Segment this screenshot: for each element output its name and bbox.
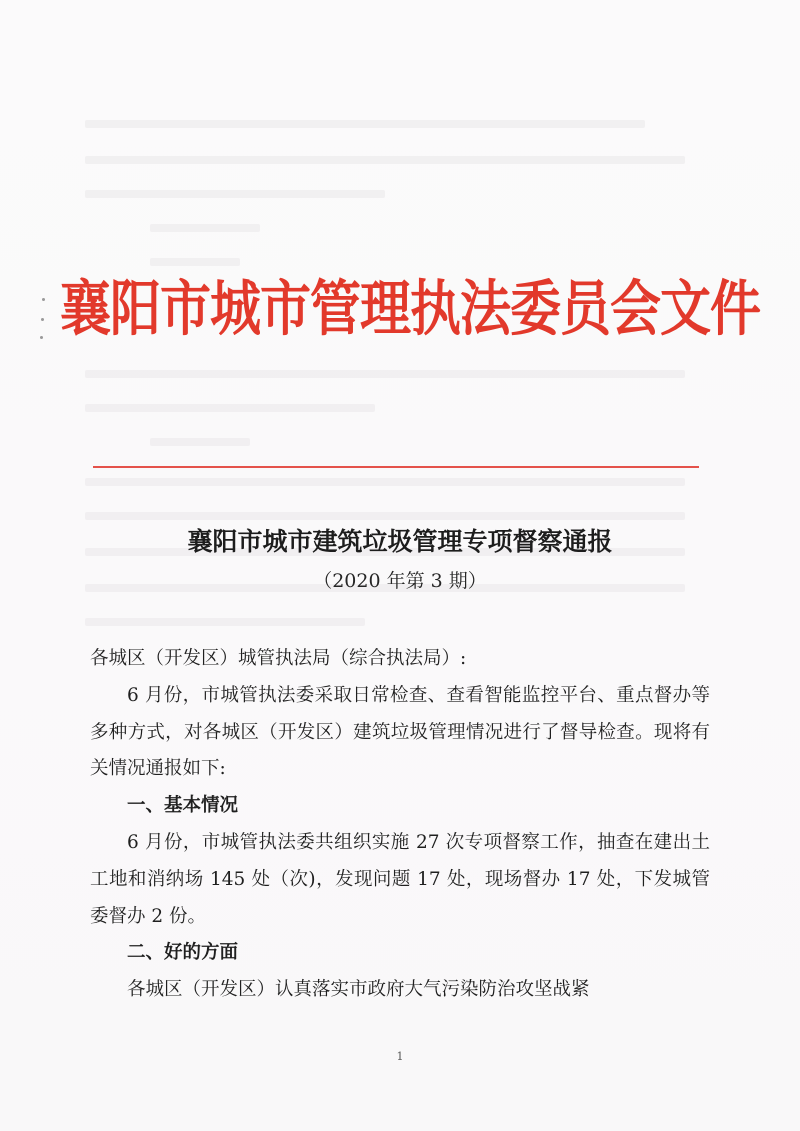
show-through-line [85,156,685,164]
issue-number: （2020 年第 3 期） [313,570,487,592]
section-heading-good: 二、好的方面 [127,942,239,964]
show-through-line [150,224,260,232]
show-through-line [85,404,375,412]
scan-speck [40,336,43,339]
show-through-line [85,120,645,128]
show-through-line [85,478,685,486]
scan-speck [42,298,45,301]
show-through-line [150,438,250,446]
scan-speck [41,318,44,321]
paragraph-intro: 6 月份，市城管执法委采取日常检查、查看智能监控平台、重点督办等多种方式，对各城区（开发区）建筑垃圾管理情况进行了督导检查。现将有关情况通报如下: [90,684,710,780]
show-through-line [85,512,685,520]
show-through-line [85,190,385,198]
page-number: 1 [396,1050,404,1063]
section-heading-basic: 一、基本情况 [127,795,239,817]
red-divider-rule [93,466,699,468]
show-through-line [85,370,685,378]
paragraph-basic: 6 月份，市城管执法委共组织实施 27 次专项督察工作，抽查在建出土工地和消纳场 145 处（次)，发现问题 17 处，现场督办 17 处，下发城管委督办 2 份。 [90,831,710,927]
show-through-line [85,618,365,626]
document-body [90,641,710,1009]
bulletin-title: 襄阳市城市建筑垃圾管理专项督察通报 [187,527,613,556]
masthead: 襄阳市城市管理执法委员会文件 [60,273,761,345]
salutation: 各城区（开发区）城管执法局（综合执法局）: [90,648,467,669]
paragraph-good: 各城区（开发区）认真落实市政府大气污染防治攻坚战紧 [127,979,590,1001]
